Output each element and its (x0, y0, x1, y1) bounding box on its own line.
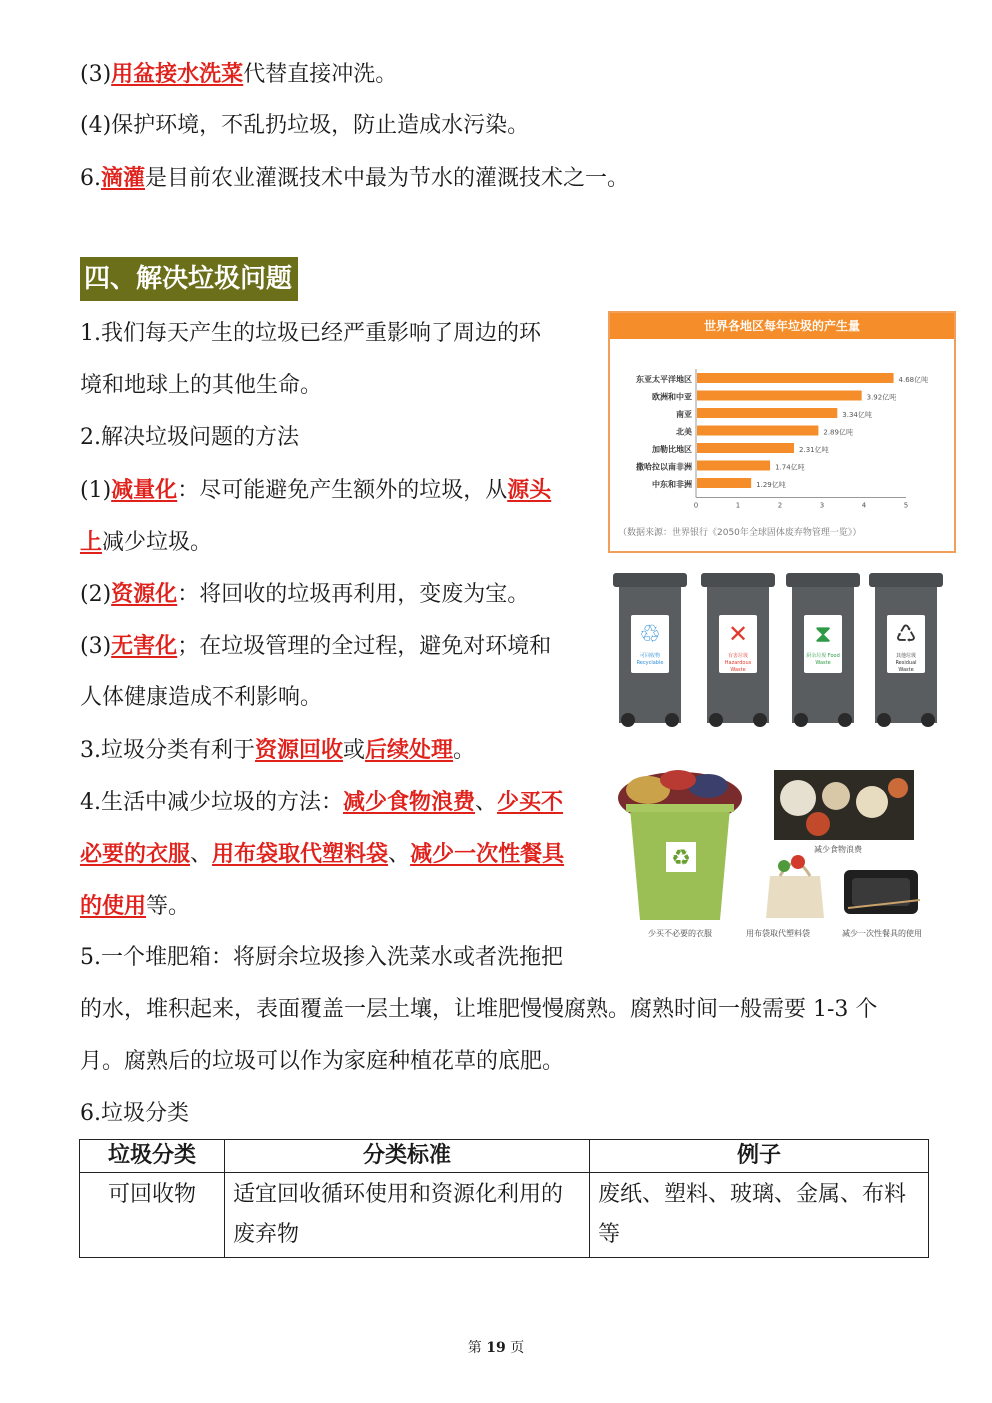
paragraph-sorting-title: 6.垃圾分类 (80, 1101, 189, 1126)
paragraph-sorting-benefit: 3.垃圾分类有利于资源回收或后续处理。 (80, 737, 476, 763)
chart-tick-label: 3 (819, 501, 825, 510)
method-resource: (2)资源化：将回收的垃圾再利用，变废为宝。 (80, 581, 530, 607)
chart-title: 世界各地区每年垃圾的产生量 (610, 313, 954, 339)
table-cell-type: 可回收物 (80, 1173, 225, 1258)
chart-category-label: 加勒比地区 (652, 445, 692, 454)
chart-tick-label: 2 (777, 501, 783, 510)
table-header: 垃圾分类 (80, 1140, 225, 1173)
chart-data-label: 4.68亿吨 (898, 376, 929, 384)
paragraph-reduce-methods-1: 4.生活中减少垃圾的方法：减少食物浪费、少买不 (80, 789, 564, 815)
chart-data-label: 1.74亿吨 (775, 463, 805, 472)
chart-tick-label: 0 (693, 501, 699, 510)
caption-clothes: 少买不必要的衣服 (648, 929, 712, 938)
table-header-row (80, 1140, 929, 1173)
paragraph-garbage-impact-1: 1.我们每天产生的垃圾已经严重影响了周边的环 (80, 321, 541, 346)
highlight-text: 后续处理 (365, 737, 454, 763)
caption-food: 减少食物浪费 (814, 845, 862, 854)
chart-data-label: 2.89亿吨 (823, 428, 853, 437)
highlight-text: 必要的衣服 (80, 841, 191, 867)
paragraph-garbage-impact-2: 境和地球上的其他生命。 (80, 373, 323, 398)
method-reduce-cont: 上减少垃圾。 (80, 529, 213, 555)
highlight-text: 减少一次性餐具 (410, 841, 565, 867)
highlight-text: 上 (80, 529, 103, 555)
bin-residual: ♺ 其他垃圾 Residual Waste (871, 573, 941, 723)
caption-bag: 用布袋取代塑料袋 (746, 929, 810, 938)
chart-data-label: 2.31亿吨 (799, 446, 829, 454)
highlight-text: 减量化 (111, 477, 178, 503)
chart-data-label: 1.29亿吨 (756, 481, 786, 489)
highlight-text: 资源化 (111, 581, 178, 607)
page-footer: 第 19 页 (467, 1340, 525, 1356)
bin-food: ⧗ 厨余垃圾 Food Waste (788, 573, 858, 723)
highlight-text: 无害化 (111, 633, 178, 659)
paragraph-compost-2: 的水，堆积起来，表面覆盖一层土壤，让堆肥慢慢腐熟。腐熟时间一般需要 1-3 个 (80, 997, 878, 1022)
highlight-text: 少买不 (497, 789, 564, 815)
chart-bar (697, 408, 837, 418)
chart-category-label: 南亚 (676, 410, 692, 419)
bin-recyclable: ♲ 可回收物 Recyclable (615, 573, 685, 723)
paragraph-compost-1: 5.一个堆肥箱：将厨余垃圾掺入洗菜水或者洗拖把 (80, 945, 563, 970)
table-header: 分类标准 (225, 1140, 590, 1173)
chart-tick-label: 4 (861, 501, 867, 510)
chart-bar (697, 426, 818, 436)
paragraph-drip-irrigation: 6.滴灌是目前农业灌溉技术中最为节水的灌溉技术之一。 (80, 165, 630, 191)
table-cell-standard: 适宜回收循环使用和资源化利用的废弃物 (225, 1173, 590, 1258)
bin-hazardous: ✕ 有害垃圾 Hazardous Waste (703, 573, 773, 723)
reduce-waste-collage (608, 768, 928, 943)
highlight-text: 资源回收 (255, 737, 344, 763)
table-cell-examples: 废纸、塑料、玻璃、金属、布料等 (590, 1173, 929, 1258)
highlight-text: 的使用 (80, 893, 147, 919)
chart-bar (697, 461, 770, 471)
chart-category-label: 北美 (676, 427, 692, 437)
chart-plot (610, 343, 954, 523)
recycle-icon: ♲ (639, 620, 661, 648)
garbage-chart (608, 311, 956, 553)
caption-tableware: 减少一次性餐具的使用 (842, 929, 922, 938)
paragraph-compost-3: 月。腐熟后的垃圾可以作为家庭种植花草的底肥。 (80, 1049, 565, 1074)
highlight-text: 源头 (507, 477, 552, 503)
chart-category-label: 东亚太平洋地区 (636, 375, 692, 384)
chart-bar (697, 391, 862, 401)
chart-category-label: 欧洲和中亚 (652, 392, 692, 402)
garbage-bins-illustration (605, 565, 960, 725)
paragraph-protect-environment: (4)保护环境，不乱扔垃圾，防止造成水污染。 (80, 113, 530, 138)
table-header: 例子 (590, 1140, 929, 1173)
chart-data-label: 3.34亿吨 (842, 411, 872, 419)
highlight-text: 用布袋取代塑料袋 (212, 841, 389, 867)
chart-bar (697, 443, 794, 453)
chart-category-label: 撒哈拉以南非洲 (636, 462, 692, 472)
highlight-text: 减少食物浪费 (343, 789, 476, 815)
paragraph-reduce-methods-2: 必要的衣服、用布袋取代塑料袋、减少一次性餐具 (80, 841, 565, 867)
chart-source: （数据来源：世界银行《2050年全球固体废弃物管理一览》） (618, 528, 862, 538)
chart-bar (697, 373, 894, 383)
highlight-text: 滴灌 (101, 165, 146, 191)
method-harmless: (3)无害化；在垃圾管理的全过程，避免对环境和 (80, 633, 552, 659)
section-heading: 四、解决垃圾问题 (80, 257, 298, 301)
highlight-text: 用盆接水洗菜 (111, 61, 244, 87)
method-harmless-cont: 人体健康造成不利影响。 (80, 685, 323, 710)
chart-tick-label: 1 (735, 501, 741, 510)
page-number: 19 (486, 1340, 506, 1356)
method-reduce: (1)减量化：尽可能避免产生额外的垃圾，从源头 (80, 477, 552, 503)
chart-data-label: 3.92亿吨 (866, 393, 897, 402)
chart-category-label: 中东和非洲 (652, 480, 692, 489)
residual-waste-icon: ♺ (895, 620, 917, 648)
collage-graphics (608, 768, 928, 943)
food-waste-icon: ⧗ (814, 620, 832, 648)
paragraph-reduce-methods-3: 的使用等。 (80, 893, 191, 919)
paragraph-methods-title: 2.解决垃圾问题的方法 (80, 425, 299, 450)
chart-bar (697, 478, 751, 488)
table-row (80, 1173, 929, 1258)
hazard-icon: ✕ (727, 620, 749, 648)
garbage-sorting-table (79, 1139, 929, 1258)
svg-text:♻: ♻ (671, 846, 691, 871)
paragraph-wash-vegetables: (3)用盆接水洗菜代替直接冲洗。 (80, 61, 398, 87)
chart-tick-label: 5 (903, 501, 909, 510)
